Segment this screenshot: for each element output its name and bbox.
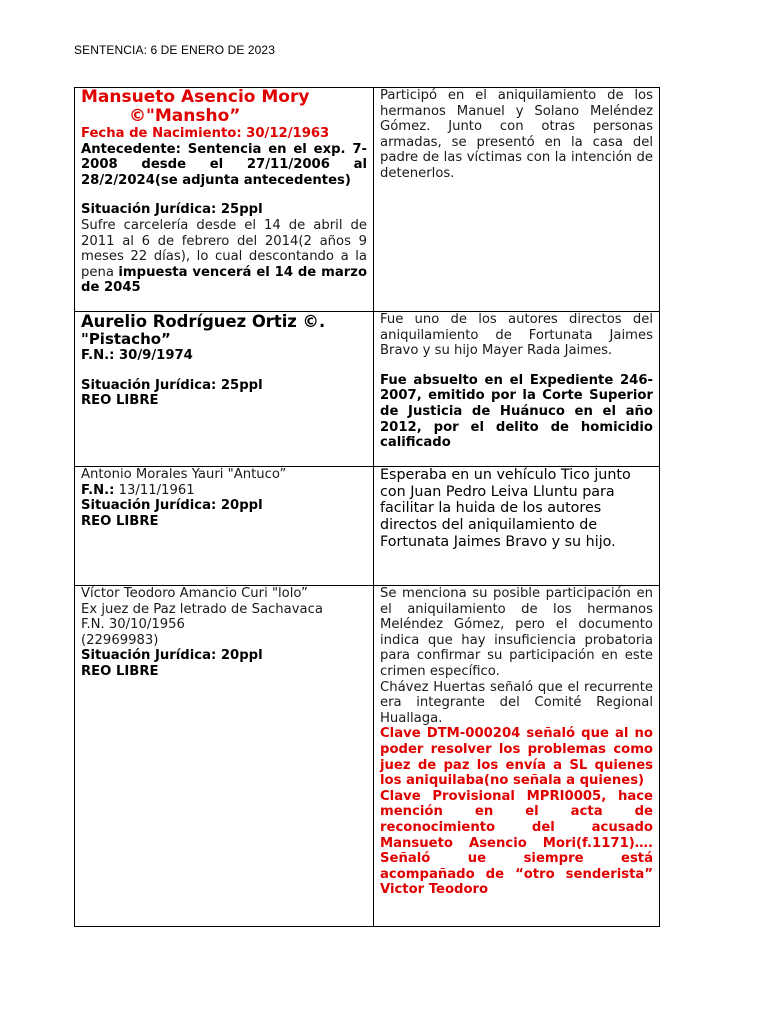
description: Esperaba en un vehículo Tico junto con Juan Pedro Leiva Lluntu para facilitar la huida de los autores directos del aniquilamiento de Fortunata Jaimes Bravo y su hijo. [380,467,631,550]
legal-situation: Situación Jurídica: 20ppl [81,648,263,664]
description: Chávez Huertas señaló que el recurrente era integrante del Comité Regional Huallaga. [380,679,653,726]
defendants-table [74,87,660,927]
description: Participó en el aniquilamiento de los hermanos Manuel y Solano Meléndez Gómez. Junto con otras personas armadas, se presentó en la casa del padre de las víctimas con la intención de detenerlos. [380,88,653,181]
description: Se menciona su posible participación en el aniquilamiento de los hermanos Meléndez Gómez, pero el documento indica que hay insuficiencia probatoria para confirmar su participación en este crimen específico. [380,586,653,679]
sentence-detail-bold: impuesta vencerá el 14 de marzo de 2045 [81,264,368,296]
table-row [75,586,660,927]
description: Fue uno de los autores directos del aniquilamiento de Fortunata Jaimes Bravo y su hijo Mayer Rada Jaimes. [380,312,653,359]
person-cell [75,312,374,467]
person-cell [75,88,374,312]
id-number: (22969983) [81,632,159,648]
birth-date [81,483,367,499]
description-cell [374,88,660,312]
person-name: Mansueto Asencio Mory [81,87,310,107]
legal-situation: Situación Jurídica: 20ppl [81,498,263,514]
description-bold: Fue absuelto en el Expediente 246-2007, emitido por la Corte Superior de Justicia de Huánuco en el año 2012, por el delito de homicidio calificado [380,372,653,451]
table-row [75,88,660,312]
status: REO LIBRE [81,663,159,679]
person-name: Aurelio Rodríguez Ortiz ©. [81,312,326,331]
sentence-detail-text: Sufre carcelería desde el 14 de abril de 2011 al 6 de febrero del 2014(2 años 9 meses 22 días), lo cual descontando a la pena [81,217,367,280]
person-name: Víctor Teodoro Amancio Curi "lolo” [81,586,308,601]
person-nickname: "Pistacho” [81,330,171,348]
legal-situation: Situación Jurídica: 25ppl [81,377,263,393]
birth-date: Fecha de Nacimiento: 30/12/1963 [81,126,330,141]
person-cell [75,586,374,927]
status: REO LIBRE [81,513,159,529]
description-cell [374,467,660,586]
sentence-detail [81,218,367,296]
person-nickname: ©"Mansho” [129,106,241,126]
birth-label: F.N.: [81,482,115,498]
birth-value: 13/11/1961 [118,482,195,498]
legal-situation: Situación Jurídica: 25ppl [81,202,263,218]
person-cell [75,467,374,586]
description-cell [374,586,660,927]
table-row [75,467,660,586]
antecedent: Antecedente: Sentencia en el exp. 7-2008 desde el 27/11/2006 al 28/2/2024(se adjunta antecedentes) [81,141,367,188]
birth-date: F.N.: 30/9/1974 [81,348,193,363]
status: REO LIBRE [81,393,159,409]
person-role: Ex juez de Paz letrado de Sachavaca [81,601,323,617]
description-cell [374,312,660,467]
description-highlight: Clave DTM-000204 señaló que al no poder resolver los problemas como juez de paz los envía a SL quienes los aniquilaba(no señala a quienes) [380,726,653,789]
table-row [75,312,660,467]
description-highlight: Clave Provisional MPRI0005, hace mención en el acta de reconocimiento del acusado Mansueto Asencio Mori(f.1171)…. Señaló ue siempre está acompañado de “otro senderista” Victor Teodoro [380,788,653,898]
document-header: SENTENCIA: 6 DE ENERO DE 2023 [74,43,275,57]
person-name: Antonio Morales Yauri "Antuco” [81,467,287,482]
birth-date: F.N. 30/10/1956 [81,617,185,633]
